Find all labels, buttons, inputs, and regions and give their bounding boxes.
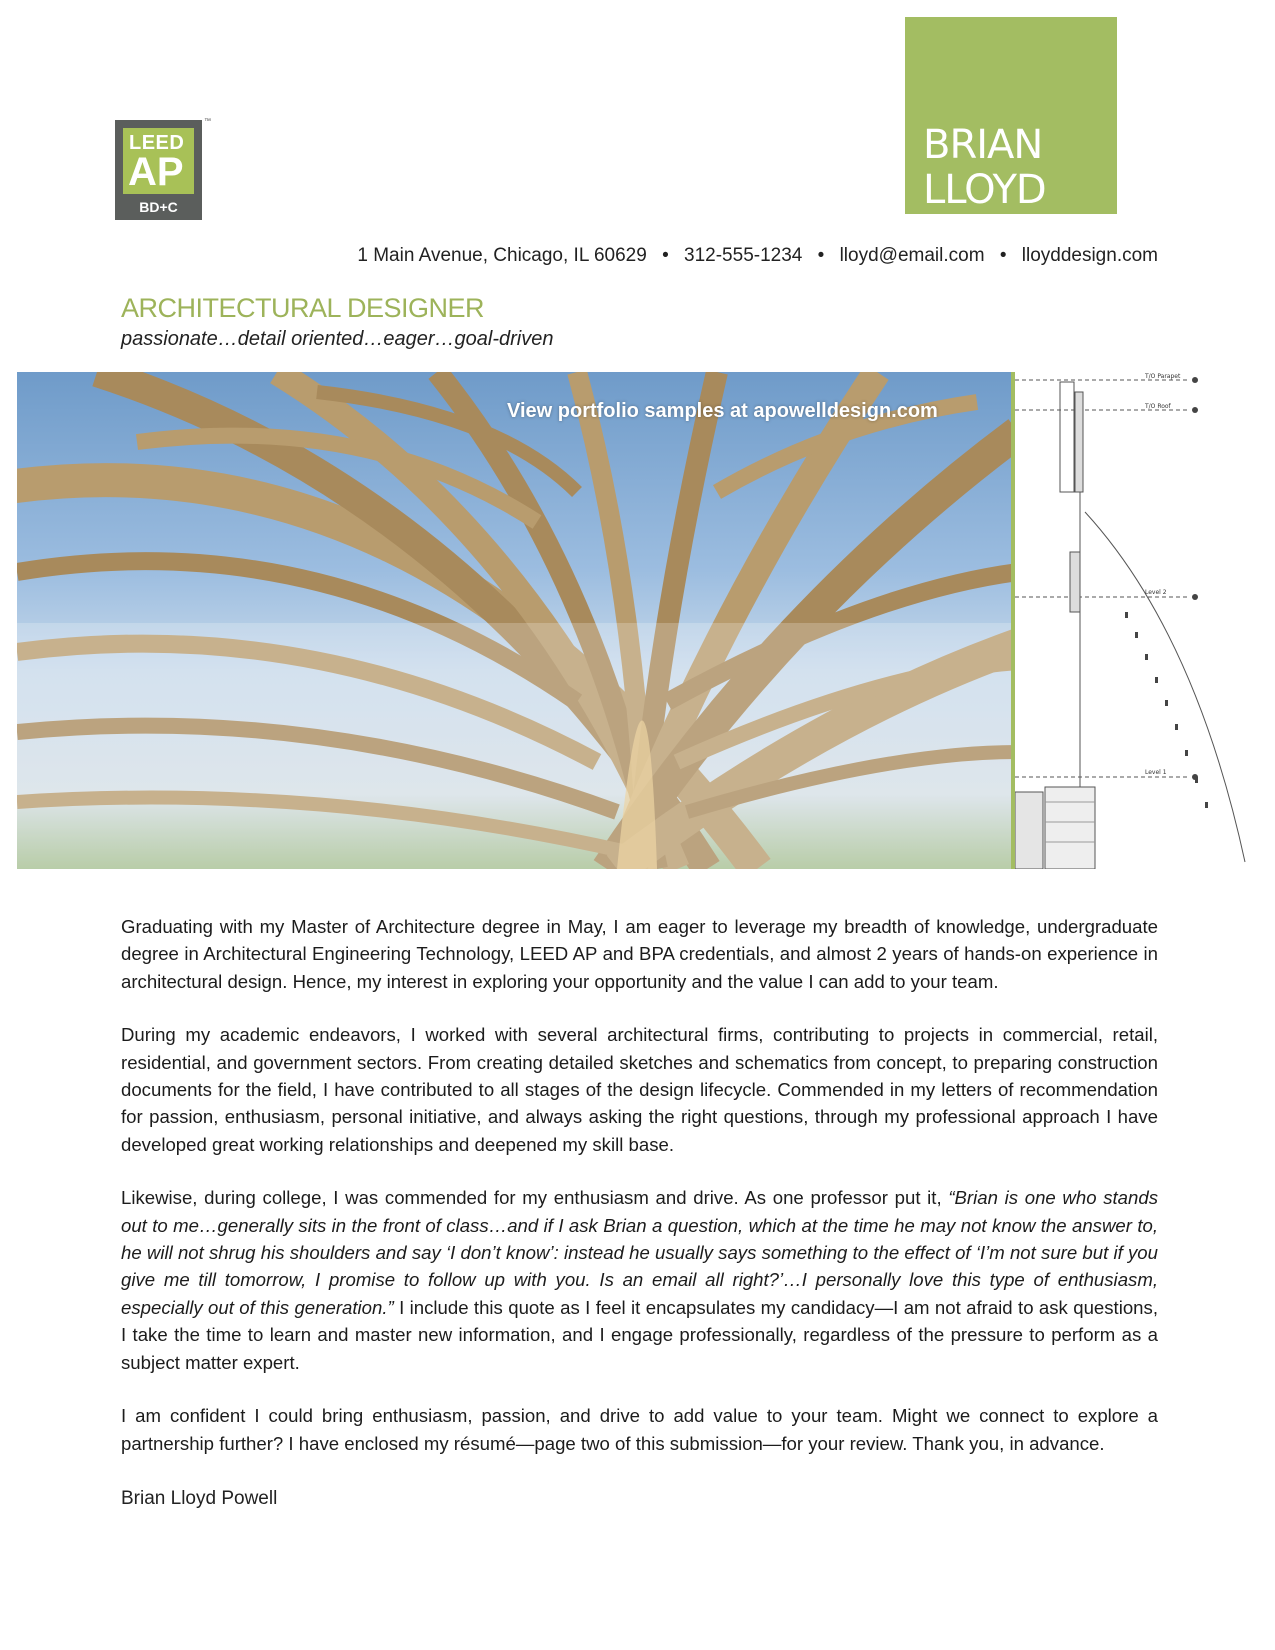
separator-dot: •: [999, 245, 1007, 266]
contact-email[interactable]: lloyd@email.com: [839, 245, 985, 266]
leed-badge-green-panel: [123, 128, 194, 194]
contact-line: [357, 245, 1158, 267]
leed-ap-badge: [115, 118, 211, 220]
drawing-label-parapet: T/O Parapet: [1145, 373, 1181, 380]
architectural-section-drawing: [1015, 372, 1260, 869]
paragraph-3-rest: I include this quote as I feel it encapsulates my candidacy—I am not afraid to ask questions, I take the time to learn and master new information, and I engage professionally, regardless of the pressure to perform as a subject matter expert.: [121, 1296, 1158, 1373]
drawing-label-level2: Level 2: [1145, 589, 1167, 596]
letter-paragraph-4: I am confident I could bring enthusiasm, passion, and drive to add value to your team. Might we connect to explore a partnership further? I have enclosed my résumé—page two of this submission—for your review. Thank you, in advance.: [121, 1405, 1158, 1454]
trademark-mark: ™: [204, 118, 211, 125]
name-block: [905, 17, 1117, 214]
contact-website[interactable]: lloyddesign.com: [1021, 245, 1158, 266]
banner-light-overlay: [17, 623, 1018, 869]
leed-badge-line1: LEED: [129, 132, 185, 154]
leed-badge-line2: AP: [128, 150, 184, 194]
letter-paragraph-2: During my academic endeavors, I worked with several architectural firms, contributing to projects in commercial, retail, residential, and government sectors. From creating detailed sketches and schematics from concept, to preparing construction documents for the field, I have contributed to all stages of the design lifecycle. Commended in my letters of recommendation for passion, enthusiasm, personal initiative, and always asking the right questions, through my professional approach I have developed great working relationships and deepened my skill base.: [121, 1024, 1158, 1155]
last-name: LLOYD: [923, 167, 1046, 213]
first-name: BRIAN: [923, 122, 1043, 168]
portfolio-banner-image: [17, 372, 1018, 869]
separator-dot: •: [662, 245, 669, 266]
letter-body: [121, 913, 1158, 1483]
signature-name: Brian Lloyd Powell: [121, 1488, 278, 1509]
leed-badge-line3: BD+C: [139, 199, 178, 215]
role-title: ARCHITECTURAL DESIGNER: [121, 293, 485, 323]
tagline: passionate…detail oriented…eager…goal-driven: [121, 328, 554, 350]
section-drawing-illustration: [1015, 372, 1260, 869]
contact-phone[interactable]: 312-555-1234: [684, 245, 803, 266]
drawing-label-level1: Level 1: [1145, 769, 1167, 776]
separator-dot: •: [817, 245, 825, 266]
drawing-label-roof: T/O Roof: [1145, 403, 1171, 410]
contact-address: 1 Main Avenue, Chicago, IL 60629: [357, 245, 647, 266]
professor-quote: “Brian is one who stands out to me…generally sits in the front of class…and if I ask Brian a question, which at the time he may not know the answer to, he will not shrug his shoulders and say ‘I don’t know’: instead he usually says something to the effect of ‘I’m not sure but if you give me till tomorrow, I promise to follow up with you. Is an email all right?’…I personally love this type of enthusiasm, especially out of this generation.”: [121, 1187, 1159, 1318]
letter-paragraph-1: Graduating with my Master of Architecture degree in May, I am eager to leverage my breadth of knowledge, undergraduate degree in Architectural Engineering Technology, LEED AP and BPA credentials, and almost 2 years of hands-on experience in architectural design. Hence, my interest in exploring your opportunity and the value I can add to your team.: [121, 916, 1158, 992]
paragraph-3-intro: Likewise, during college, I was commended for my enthusiasm and drive. As one professor put it,: [121, 1187, 949, 1209]
letter-paragraph-3: [121, 1184, 1158, 1376]
portfolio-link[interactable]: View portfolio samples at apowelldesign.com: [507, 400, 938, 422]
